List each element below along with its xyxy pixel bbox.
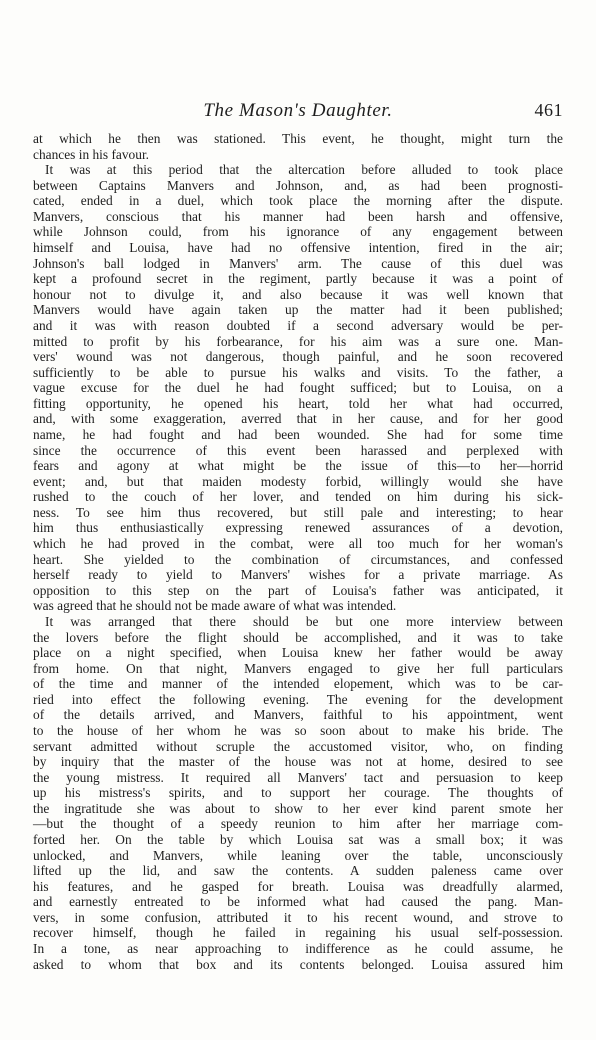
text-line: sufficiently to be able to pursue his walks and visits. To the father, a <box>33 364 563 380</box>
text-line: lifted up the lid, and saw the contents. A sudden paleness came over <box>33 863 563 879</box>
text-line: the young mistress. It required all Manvers' tact and persuasion to keep <box>33 769 563 785</box>
text-line: ried into effect the following evening. The evening for the development <box>33 691 563 707</box>
text-line: of the time and manner of the intended elopement, which was to be car- <box>33 676 563 692</box>
text-line: and it was with reason doubted if a second adversary would be per- <box>33 317 563 333</box>
text-line: his features, and he gasped for breath. Louisa was dreadfully alarmed, <box>33 878 563 894</box>
text-line: was agreed that he should not be made aware of what was intended. <box>33 598 397 614</box>
text-line: servant admitted without scruple the accustomed visitor, who, on finding <box>33 738 563 754</box>
running-title: The Mason's Daughter. <box>203 100 393 121</box>
text-line: up his mistress's spirits, and to support her courage. The thoughts of <box>33 785 563 801</box>
text-line: Manvers, conscious that his manner had been harsh and offensive, <box>33 208 563 224</box>
text-line: mitted to profit by his forbearance, for his aim was a sure one. Man- <box>33 333 563 349</box>
text-line: which he had proved in the combat, were all too much for her woman's <box>33 536 563 552</box>
text-line: vers, in some confusion, attributed it to his recent wound, and strove to <box>33 909 563 925</box>
text-line: asked to whom that box and its contents belonged. Louisa assured him <box>33 956 563 972</box>
text-line: by inquiry that the master of the house was not at home, desired to see <box>33 754 563 770</box>
text-line: kept a profound secret in the regiment, partly because it was a point of <box>33 271 563 287</box>
text-line: It was at this period that the altercation before alluded to took place <box>45 162 563 178</box>
text-line: vague excuse for the duel he had fought sufficed; but to Louisa, on a <box>33 380 563 396</box>
page-header <box>33 100 563 126</box>
text-line: It was arranged that there should be but one more interview between <box>45 613 563 629</box>
text-line: event; and, but that maiden modesty forbid, willingly would she have <box>33 473 563 489</box>
body-text <box>33 131 563 972</box>
text-line: at which he then was stationed. This event, he thought, might turn the <box>33 131 563 146</box>
text-line: himself and Louisa, have had no offensive intention, fired in the air; <box>33 240 563 256</box>
text-line: heart. She yielded to the combination of circumstances, and confessed <box>33 551 563 567</box>
text-line: of the details arrived, and Manvers, faithful to his appointment, went <box>33 707 563 723</box>
text-line: chances in his favour. <box>33 146 150 162</box>
text-line: fears and agony at what might be the issue of this—to her—horrid <box>33 458 563 474</box>
text-line: rushed to the couch of her lover, and tended on him during his sick- <box>33 489 563 505</box>
text-line: —but the thought of a speedy reunion to him after her marriage com- <box>33 816 563 832</box>
text-line: ness. To see him thus recovered, but still pale and interesting; to hear <box>33 504 563 520</box>
text-line: honour not to divulge it, and also because it was well known that <box>33 286 563 302</box>
text-line: to the house of her whom he was so soon about to make his bride. The <box>33 722 563 738</box>
text-line: unlocked, and Manvers, while leaning over the table, unconsciously <box>33 847 563 863</box>
text-line: fitting opportunity, he opened his heart, told her what had occurred, <box>33 395 563 411</box>
text-line: opposition to this step on the part of Louisa's father was anticipated, it <box>33 582 563 598</box>
text-line: herself ready to yield to Manvers' wishes for a private marriage. As <box>33 567 563 583</box>
text-line: him thus enthusiastically expressing renewed assurances of a devotion, <box>33 520 563 536</box>
text-line: Manvers would have again taken up the matter had it been published; <box>33 302 563 318</box>
text-line: and, with some exaggeration, averred that in her cause, and for her good <box>33 411 563 427</box>
text-line: name, he had fought and had been wounded. She had for some time <box>33 426 563 442</box>
text-line: the lovers before the flight should be accomplished, and it was to take <box>33 629 563 645</box>
text-line: cated, ended in a duel, which took place the morning after the dispute. <box>33 193 563 209</box>
text-line: between Captains Manvers and Johnson, and, as had been prognosti- <box>33 177 563 193</box>
text-line: the ingratitude she was about to show to her ever kind parent smote her <box>33 800 563 816</box>
text-line: vers' wound was not dangerous, though painful, and he soon recovered <box>33 349 563 365</box>
text-line: place on a night specified, when Louisa knew her father would be away <box>33 645 563 661</box>
text-line: In a tone, as near approaching to indifference as he could assume, he <box>33 941 563 957</box>
text-line: and earnestly entreated to be informed what had caused the pang. Man- <box>33 894 563 910</box>
text-line: since the occurrence of this event been harassed and perplexed with <box>33 442 563 458</box>
page-number: 461 <box>534 100 563 120</box>
text-line: while Johnson could, from his ignorance of any engagement between <box>33 224 563 240</box>
text-line: recover himself, though he failed in regaining his usual self-possession. <box>33 925 563 941</box>
text-line: Johnson's ball lodged in Manvers' arm. The cause of this duel was <box>33 255 563 271</box>
text-line: from home. On that night, Manvers engaged to give her full particulars <box>33 660 563 676</box>
text-line: forted her. On the table by which Louisa sat was a small box; it was <box>33 832 563 848</box>
